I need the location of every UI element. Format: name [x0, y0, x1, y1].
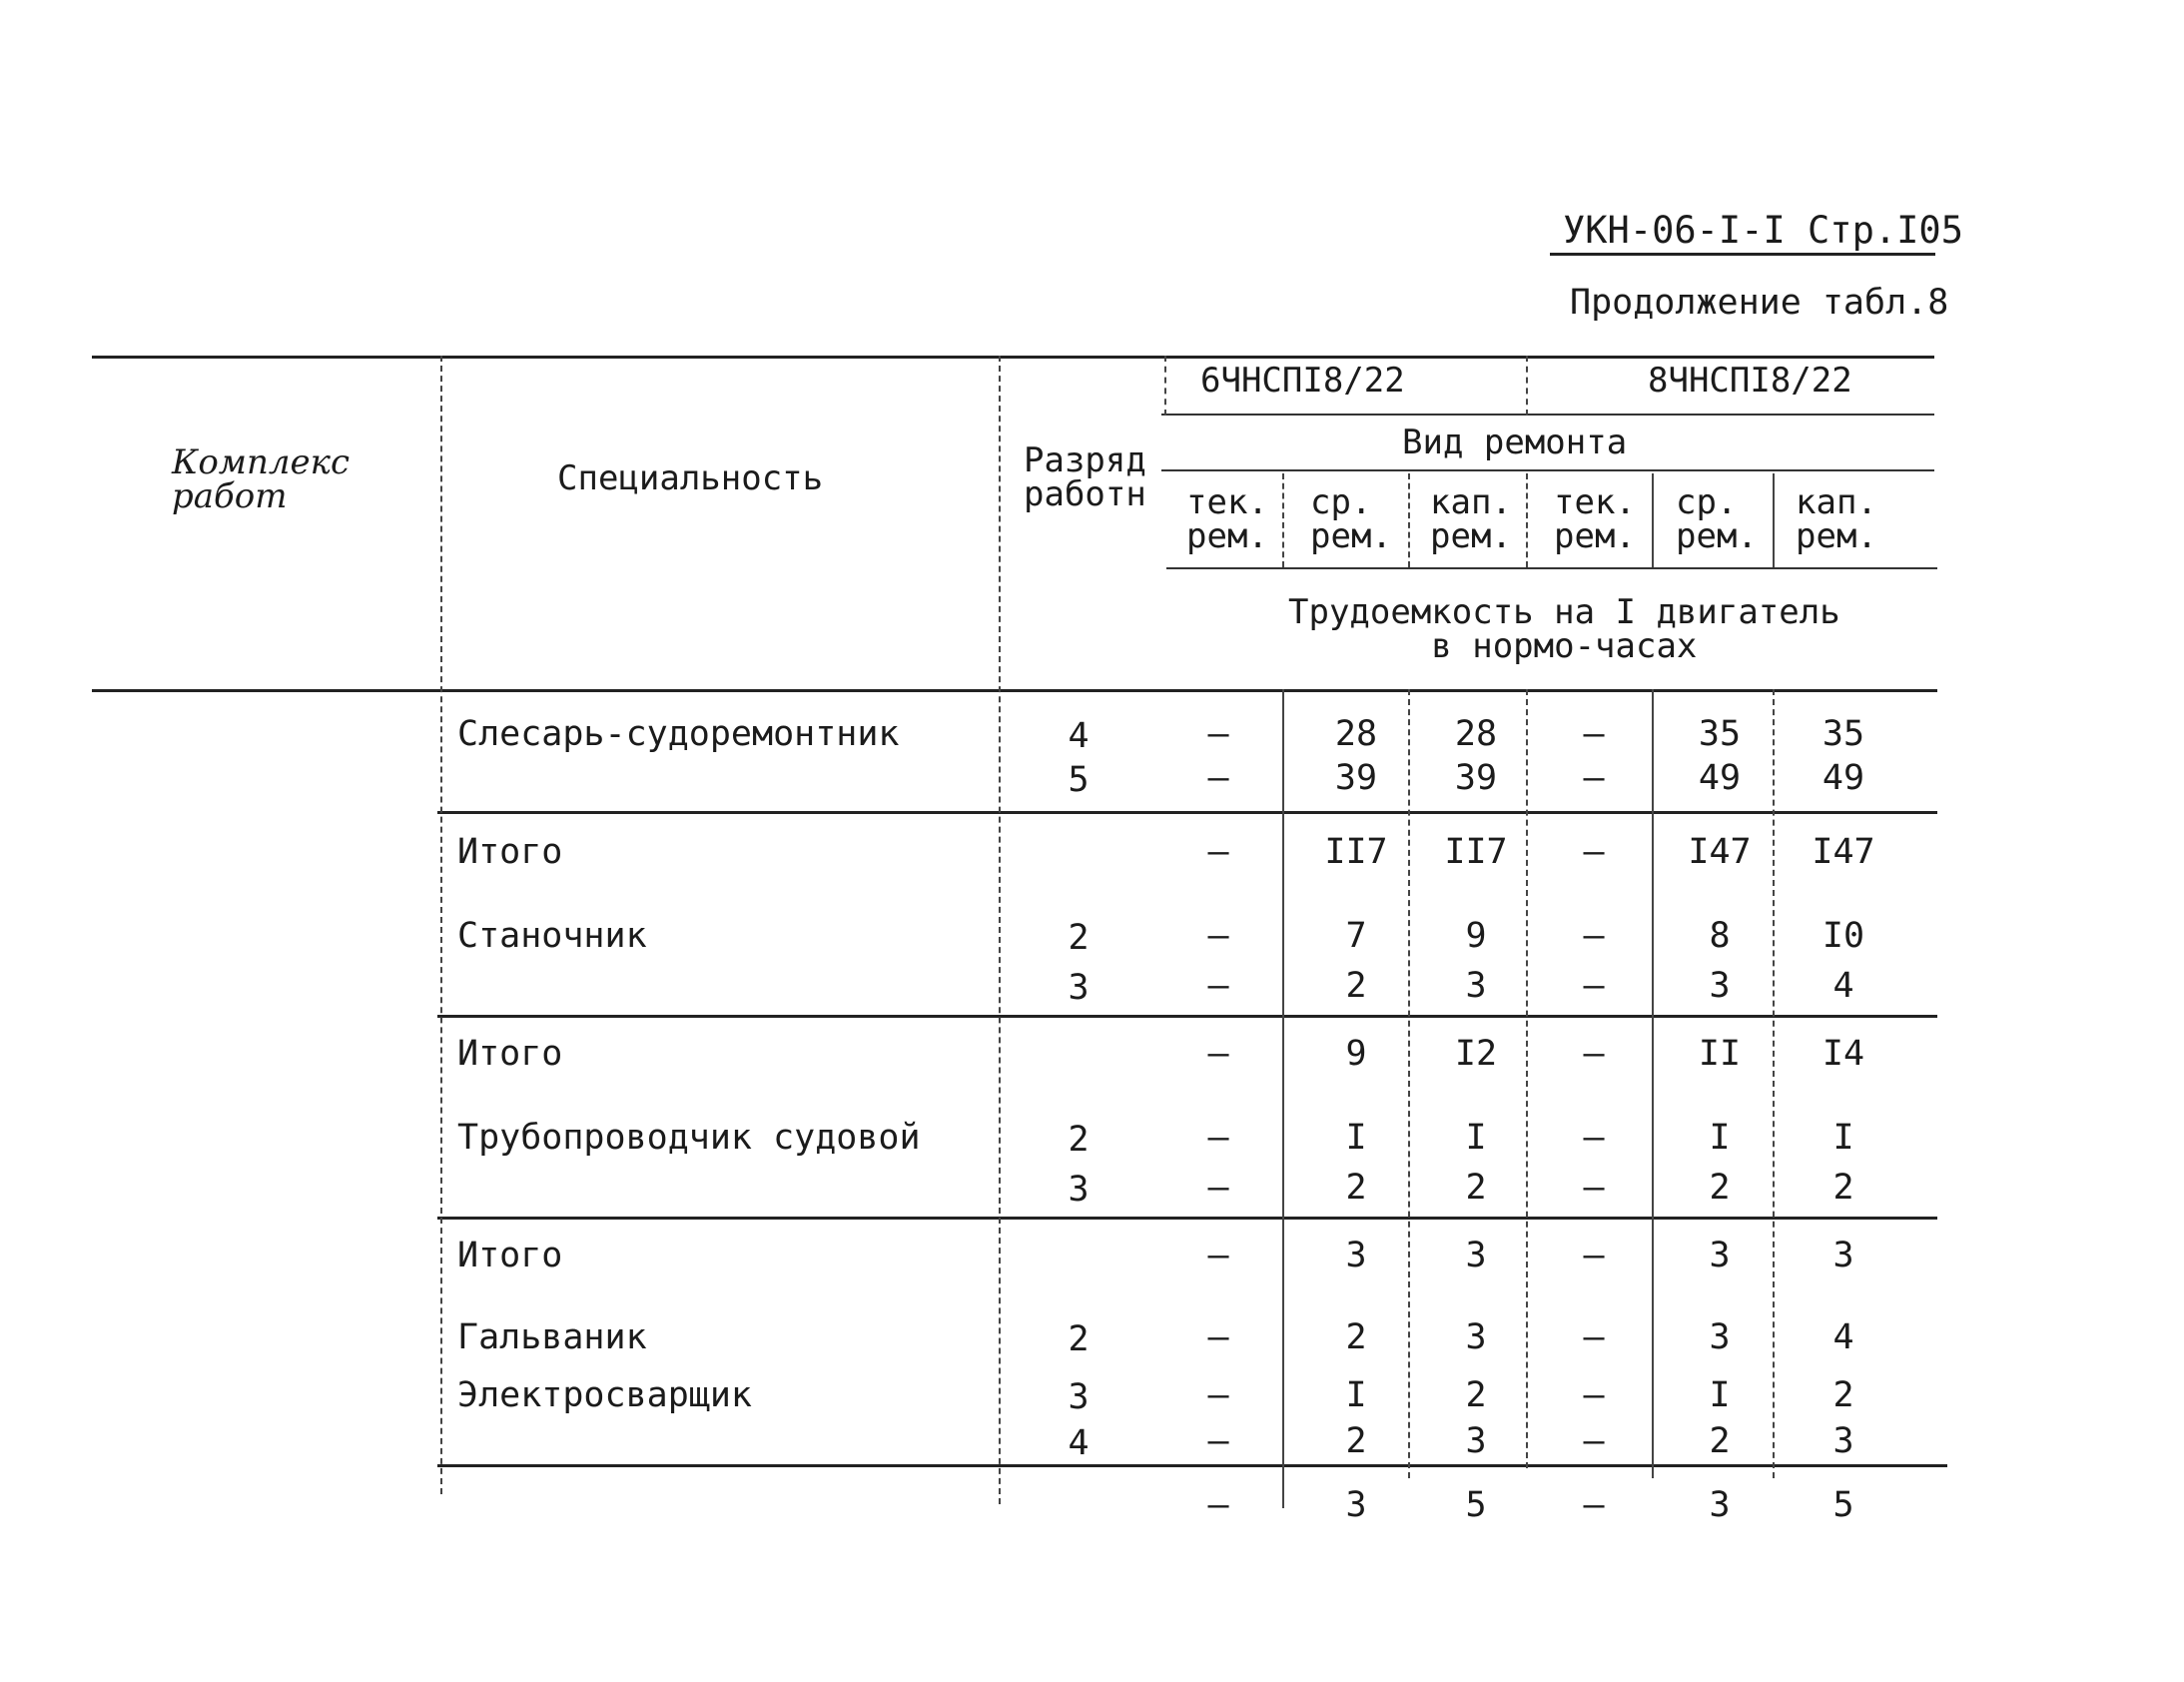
- engine-a-header: 6ЧНСПI8/22: [1200, 361, 1405, 401]
- value-cell: 8: [1709, 916, 1731, 956]
- repair-col-4: тек. рем.: [1554, 482, 1636, 556]
- value-cell: 3: [1709, 1485, 1731, 1525]
- value-cell: I: [1345, 1375, 1367, 1415]
- value-cell: 49: [1698, 758, 1742, 798]
- repair-col-5: ср. рем.: [1676, 482, 1758, 556]
- value-cell: 9: [1345, 1034, 1367, 1074]
- grade-cell: 2: [1068, 1319, 1090, 1359]
- value-cell: I: [1709, 1375, 1731, 1415]
- col-divider-r3: [1526, 473, 1528, 567]
- value-cell: 2: [1832, 1375, 1854, 1415]
- value-cell: –: [1583, 714, 1605, 754]
- value-cell: –: [1207, 1236, 1229, 1275]
- grade-cell: 4: [1068, 716, 1090, 756]
- engine-row-border: [1161, 414, 1934, 416]
- value-cell: 2: [1709, 1421, 1731, 1461]
- value-cell: 3: [1709, 1236, 1731, 1275]
- repair-cols-border: [1166, 567, 1937, 569]
- value-cell: I47: [1812, 832, 1875, 872]
- value-cell: I: [1465, 1118, 1487, 1158]
- value-cell: –: [1583, 1375, 1605, 1415]
- value-cell: 3: [1709, 1317, 1731, 1357]
- value-cell: 4: [1832, 966, 1854, 1006]
- grade-header: Разряд работн: [1024, 440, 1146, 514]
- value-cell: 9: [1465, 916, 1487, 956]
- value-cell: –: [1583, 1118, 1605, 1158]
- value-cell: 2: [1832, 1168, 1854, 1208]
- group-divider-1: [437, 811, 1937, 814]
- table-top-border: [92, 356, 1934, 359]
- header-bottom-border: [92, 689, 1937, 692]
- specialty-cell: Электросварщик: [457, 1375, 753, 1415]
- value-cell: 3: [1465, 966, 1487, 1006]
- value-cell: –: [1207, 758, 1229, 798]
- value-cell: 3: [1465, 1421, 1487, 1461]
- col-divider-r1: [1282, 473, 1284, 567]
- value-cell: I0: [1821, 916, 1865, 956]
- value-cell: –: [1207, 1118, 1229, 1158]
- value-cell: 2: [1345, 1317, 1367, 1357]
- value-cell: 3: [1832, 1421, 1854, 1461]
- value-cell: II7: [1324, 832, 1388, 872]
- value-cell: 28: [1454, 714, 1498, 754]
- group-divider-2: [437, 1015, 1937, 1018]
- engine-b-header: 8ЧНСПI8/22: [1648, 361, 1852, 401]
- labor-header: Трудоемкость на I двигатель в нормо-часах: [1288, 592, 1840, 666]
- value-cell: 2: [1465, 1375, 1487, 1415]
- col-divider-specialty: [999, 356, 1001, 1504]
- repair-col-2: ср. рем.: [1310, 482, 1392, 556]
- value-cell: 3: [1465, 1236, 1487, 1275]
- specialty-cell: Итого: [457, 1034, 563, 1074]
- value-cell: –: [1583, 1168, 1605, 1208]
- value-cell: 35: [1698, 714, 1742, 754]
- value-cell: I: [1345, 1118, 1367, 1158]
- col-divider-grade: [1164, 356, 1166, 416]
- value-cell: 35: [1821, 714, 1865, 754]
- value-cell: –: [1207, 714, 1229, 754]
- value-cell: 2: [1465, 1168, 1487, 1208]
- specialty-cell: Слесарь-судоремонтник: [457, 714, 900, 754]
- value-cell: –: [1583, 1421, 1605, 1461]
- value-cell: –: [1583, 1485, 1605, 1525]
- value-cell: –: [1583, 832, 1605, 872]
- specialty-cell: Итого: [457, 1236, 563, 1275]
- col-divider-engines: [1526, 356, 1528, 416]
- repair-col-3: кап. рем.: [1430, 482, 1512, 556]
- body-col-divider-2: [1408, 689, 1410, 1478]
- value-cell: –: [1583, 1236, 1605, 1275]
- body-col-divider-1: [1282, 689, 1284, 1508]
- group-divider-4: [437, 1464, 1947, 1467]
- value-cell: 3: [1345, 1236, 1367, 1275]
- value-cell: 39: [1334, 758, 1378, 798]
- repair-col-6: кап. рем.: [1796, 482, 1877, 556]
- value-cell: 5: [1832, 1485, 1854, 1525]
- grade-cell: 3: [1068, 968, 1090, 1008]
- repair-col-1: тек. рем.: [1186, 482, 1268, 556]
- value-cell: –: [1583, 1317, 1605, 1357]
- table-caption: Продолжение табл.8: [1570, 283, 1949, 323]
- value-cell: 2: [1709, 1168, 1731, 1208]
- value-cell: 3: [1345, 1485, 1367, 1525]
- value-cell: 5: [1465, 1485, 1487, 1525]
- value-cell: –: [1207, 1485, 1229, 1525]
- repair-type-header: Вид ремонта: [1402, 422, 1628, 462]
- value-cell: –: [1207, 1317, 1229, 1357]
- value-cell: –: [1207, 1168, 1229, 1208]
- repair-type-border: [1161, 469, 1934, 471]
- value-cell: –: [1207, 916, 1229, 956]
- grade-cell: 2: [1068, 1120, 1090, 1160]
- specialty-cell: Станочник: [457, 916, 647, 956]
- value-cell: –: [1207, 1375, 1229, 1415]
- body-col-divider-5: [1773, 689, 1775, 1478]
- value-cell: 49: [1821, 758, 1865, 798]
- value-cell: –: [1207, 1421, 1229, 1461]
- document-code: УКН-06-I-I Стр.I05: [1563, 209, 1963, 252]
- value-cell: –: [1207, 966, 1229, 1006]
- document-code-underline: [1550, 253, 1935, 256]
- grade-cell: 5: [1068, 760, 1090, 800]
- value-cell: I47: [1688, 832, 1752, 872]
- grade-cell: 2: [1068, 918, 1090, 958]
- value-cell: I4: [1821, 1034, 1865, 1074]
- value-cell: 3: [1465, 1317, 1487, 1357]
- body-col-divider-4: [1652, 689, 1654, 1478]
- specialty-cell: Гальваник: [457, 1317, 647, 1357]
- value-cell: –: [1583, 758, 1605, 798]
- specialty-cell: Итого: [457, 832, 563, 872]
- col-divider-r5: [1773, 473, 1775, 567]
- value-cell: II7: [1444, 832, 1508, 872]
- value-cell: I: [1709, 1118, 1731, 1158]
- value-cell: 39: [1454, 758, 1498, 798]
- grade-cell: 4: [1068, 1423, 1090, 1463]
- col-divider-r2: [1408, 473, 1410, 567]
- value-cell: –: [1583, 916, 1605, 956]
- value-cell: 2: [1345, 1168, 1367, 1208]
- value-cell: 28: [1334, 714, 1378, 754]
- value-cell: I: [1832, 1118, 1854, 1158]
- value-cell: 2: [1345, 966, 1367, 1006]
- value-cell: 3: [1709, 966, 1731, 1006]
- specialty-cell: Трубопроводчик судовой: [457, 1118, 921, 1158]
- value-cell: I2: [1454, 1034, 1498, 1074]
- value-cell: 4: [1832, 1317, 1854, 1357]
- value-cell: –: [1207, 1034, 1229, 1074]
- value-cell: –: [1207, 832, 1229, 872]
- group-divider-3: [437, 1217, 1937, 1220]
- value-cell: 3: [1832, 1236, 1854, 1275]
- value-cell: 7: [1345, 916, 1367, 956]
- value-cell: –: [1583, 1034, 1605, 1074]
- value-cell: –: [1583, 966, 1605, 1006]
- grade-cell: 3: [1068, 1377, 1090, 1417]
- value-cell: II: [1698, 1034, 1742, 1074]
- specialty-header: Специальность: [557, 458, 824, 498]
- col-divider-complex: [440, 356, 442, 1494]
- grade-cell: 3: [1068, 1170, 1090, 1210]
- complex-header: Комплекс работ: [172, 442, 350, 516]
- value-cell: 2: [1345, 1421, 1367, 1461]
- col-divider-r4: [1652, 473, 1654, 567]
